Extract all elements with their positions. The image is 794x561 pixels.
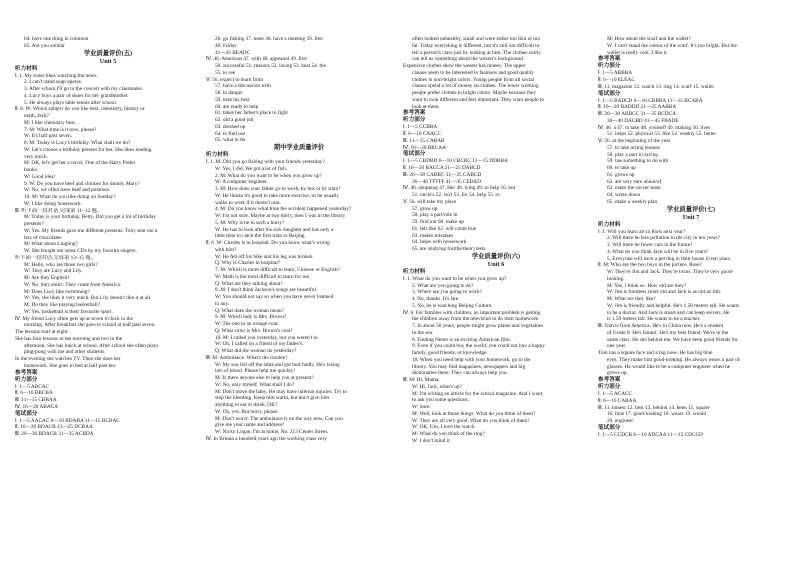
text-line: homework. She goes to bed at half past ten. bbox=[24, 362, 117, 369]
text-line: M: What about Lingling? bbox=[24, 241, 78, 248]
text-line: W: She bought me some CDs by my favorite singers. bbox=[24, 248, 137, 254]
text-line: Ⅱ. 16—20 BACCA 21—25 DABCD bbox=[403, 165, 481, 171]
text-line: W: They are Lucy and Lily. bbox=[24, 268, 83, 275]
section-title: Unit 6 bbox=[487, 260, 505, 268]
text-line: want to look different and feel important. They want people to bbox=[412, 96, 545, 103]
text-line: 9. W: Do you have beef and chicken for dinner, Mary? bbox=[24, 180, 140, 187]
text-line: W: Oh, I called on a friend of my father's. bbox=[215, 341, 304, 348]
text-line: Ⅰ. 1. Will you learn art in Paris next year? bbox=[598, 228, 686, 235]
text-line: 51. helps 52. physical 53. like 54. weekly 55. better bbox=[607, 131, 717, 138]
text-line: Ⅴ. 56. expect to learn from bbox=[206, 76, 264, 83]
text-line: to be a doctor. And Jack is smart and can keep secrets. He bbox=[607, 309, 730, 316]
text-line: Ⅳ. In Britain a hundred years ago the working class very bbox=[206, 435, 327, 442]
text-line: W: He has to look after his sick daughter and has only a bbox=[215, 226, 334, 233]
text-line: Ⅳ. 16—20 BBCAA bbox=[403, 144, 447, 151]
section-title: Unit 5 bbox=[99, 57, 117, 65]
text-line: W: He thinks it's good to take more exercise, so he usually bbox=[215, 192, 340, 199]
text-line: 62. did a good job bbox=[215, 117, 254, 123]
text-line: 50. successful 51. reasons 52. losing 53. beat 54. the bbox=[215, 63, 326, 69]
text-line: 64. to find out bbox=[215, 130, 246, 137]
text-line: M: Are they English? bbox=[24, 275, 70, 281]
text-line: W: Sure. bbox=[412, 404, 431, 410]
text-line: M: How about the scarf and the wallet? bbox=[607, 36, 691, 42]
text-line: W: It's half past seven. bbox=[24, 133, 72, 140]
text-line: 10. M: I called you yesterday, but you weren't in. bbox=[215, 334, 319, 341]
text-line: 36—40 TFTFF 41—45 CEBAD bbox=[412, 178, 481, 185]
text-line: Ⅲ. Tom is from America. He's in China now. He's a student bbox=[598, 323, 724, 329]
text-line: M: Yes, I think so. How old are they? bbox=[607, 282, 687, 289]
text-line: same class. He sits behind me. We have been good friends for bbox=[607, 336, 738, 343]
section-title: 学业质量评价(五) bbox=[83, 49, 133, 57]
text-line: Q: What did the woman do yesterday? bbox=[215, 348, 297, 354]
text-line: give me your name and address? bbox=[215, 422, 285, 429]
text-line: looking. bbox=[607, 275, 625, 282]
text-line: box of chocolates. bbox=[24, 234, 63, 241]
text-line: 59. tries his best bbox=[215, 96, 250, 103]
text-line: 58. in danger bbox=[215, 90, 243, 96]
text-line: W: He fell off his bike and his leg was broken. bbox=[215, 253, 314, 260]
text-line: Ⅲ. M: Ambulance. What's the trouble? bbox=[206, 354, 288, 361]
text-line: Ⅱ. 6—10 CABAA bbox=[598, 397, 637, 404]
text-line: clothes in non-bright colors. Young people from all social bbox=[412, 76, 535, 83]
text-line: anything to eat or drink. OK? bbox=[215, 402, 278, 408]
text-line: 4. M: Do you know what time the accident happened yesterday? bbox=[215, 206, 352, 213]
column-2 bbox=[206, 36, 392, 443]
text-line: Expensive clothes show the wearer has money. The upper bbox=[403, 63, 526, 69]
text-line: 61. grows up bbox=[607, 171, 635, 178]
text-line: 57. to take acting lessons bbox=[607, 144, 661, 151]
text-line: Ⅱ. 16—20 BADDD 21—25 AABBA bbox=[598, 104, 677, 111]
text-line: Ⅴ. 56. will take my place bbox=[403, 198, 457, 205]
text-line: W: Jim is fourteen years old and Jack is as old as Jim. bbox=[607, 289, 722, 296]
text-line: Ⅲ. M: Hi, Mama. bbox=[403, 377, 440, 383]
text-line: 65. make a weekly plan bbox=[607, 198, 658, 205]
text-line: stop the bleeding. Keep him warm, but don't give him bbox=[215, 395, 330, 402]
text-line: She has four lessons in the morning and two in the bbox=[15, 335, 123, 342]
text-line: W: Yes, she likes it very much. But Lily doesn't like it at all. bbox=[24, 295, 152, 302]
text-line: 65. Are you similar bbox=[24, 42, 65, 49]
text-line: 63. dressed up bbox=[215, 123, 246, 130]
text-line: M: Do they like playing basketball? bbox=[24, 302, 101, 308]
text-line: Ⅳ. 16—20 ABACA bbox=[15, 403, 59, 410]
text-line: 3. Where are you going to work? bbox=[412, 289, 482, 296]
text-line: 2. M: What do you want to be when you grow up? bbox=[215, 172, 322, 179]
text-line: Ⅲ. 26—30 BDACB 31—35 ACBDA bbox=[15, 431, 94, 437]
text-line: eyes. They make him good-looking. He always wears a pair of bbox=[607, 356, 740, 363]
section-heading: 笔试部分 bbox=[403, 151, 426, 158]
text-line: presents? bbox=[24, 221, 44, 227]
text-line: Ⅳ. My friend Lucy often gets up at seven o'clock in the bbox=[15, 315, 133, 322]
text-line: W: I'm not sure. Maybe at two thirty, then I was in the library. bbox=[215, 213, 346, 219]
text-line: 4. No, thanks. It's late. bbox=[412, 296, 460, 302]
text-line: 7. M: Which is more difficult to learn, Chinese or English? bbox=[215, 267, 340, 273]
text-line: W: I can't stand the colour of the scarf. It's too bright. But the bbox=[607, 42, 737, 49]
text-line: 5. Everyone will have a pet dog in their house in ten years. bbox=[607, 255, 732, 262]
text-line: M: Hello, who are those two girls? bbox=[24, 261, 98, 268]
text-line: in the sea. bbox=[412, 329, 434, 336]
text-line: 26. go fishing 37. meet 38. have a meeting 39. free bbox=[215, 36, 323, 42]
text-line: Ⅰ. 1. My sister likes watching the news. bbox=[15, 72, 98, 79]
text-line: Ⅰ. 1—5 CBDBD 6—10 CBCBC 11—15 DDBBA bbox=[403, 158, 508, 165]
text-line: very much. bbox=[24, 153, 48, 160]
text-line: morning. After breakfast she goes to school at half past seven. bbox=[24, 322, 156, 329]
text-line: 57. grow up bbox=[412, 205, 438, 212]
text-line: to ask you some questions. bbox=[412, 397, 469, 404]
text-line: W: Yes, basketball is their favourite sport. bbox=[24, 308, 113, 315]
text-line: Ⅰ. 1—5 CCBBA bbox=[403, 124, 438, 131]
section-heading: 参考答案 bbox=[15, 369, 38, 376]
text-line: 5. M: Why is he in such a hurry? bbox=[215, 219, 285, 226]
text-line: 64. wrote down bbox=[607, 192, 641, 198]
text-line: Ⅰ. 1—5 ABBBA bbox=[598, 70, 633, 77]
text-line: In the evening she watches TV. Then she does her bbox=[15, 356, 121, 362]
text-line: W: Let's choose a birthday present for her. She likes reading bbox=[24, 146, 152, 153]
text-line: books. bbox=[24, 167, 38, 173]
text-line: W: I like doing housework. bbox=[24, 200, 82, 207]
text-line: 61. felt like 62. will come true bbox=[412, 225, 477, 232]
section-heading: 听力部分 bbox=[403, 117, 426, 124]
section-heading: 笔试部分 bbox=[598, 424, 621, 431]
text-line: Q: What are they talking about? bbox=[215, 280, 283, 287]
text-line: grows up. bbox=[607, 370, 628, 377]
text-line: M: What do you think of the ring? bbox=[412, 431, 485, 437]
text-line: 64. helps with housework bbox=[412, 239, 467, 246]
text-line: glasses. He would like to be a computer engineer when he bbox=[607, 363, 731, 370]
text-line: tell a person's class just by looking at him. The clothes really bbox=[412, 49, 541, 56]
text-line: M: OK, let's get her a novel, One of the Harry Potter bbox=[24, 160, 136, 167]
text-line: 9. M: Which lady is Mrs. Brown? bbox=[215, 314, 287, 321]
section-heading: 笔试部分 bbox=[15, 410, 38, 417]
text-line: math, Jack? bbox=[24, 113, 50, 119]
text-line: M: I like chemistry best. bbox=[24, 119, 76, 126]
text-line: 36—40 DACBD 41—45 FBADE bbox=[607, 117, 679, 124]
text-line: W: The one in an orange coat. bbox=[215, 321, 279, 327]
text-line: Ⅲ. 听下面一段对话,完成第 11~12 题。 bbox=[15, 207, 103, 214]
text-line: W: Good idea! bbox=[24, 173, 56, 180]
text-line: 41—45 BEADC bbox=[215, 49, 251, 56]
text-line: The lessons start at eight. bbox=[15, 329, 69, 335]
text-line: 听下面一段对话,完成第 13~15 题。 bbox=[15, 254, 96, 261]
text-line: M: Today is your birthday, Betty. Did you get a lot of birthday bbox=[24, 214, 156, 221]
text-line: Ⅲ. 11—15 CBBAA bbox=[15, 397, 57, 403]
text-line: M: Don't worry. The ambulance is on the way now. Can you bbox=[215, 415, 343, 422]
text-line: W: Oh, yes. But hurry, please. bbox=[215, 408, 279, 415]
text-line: W: Nicky Logan. I'm at home, No. 213 Center Street. bbox=[215, 429, 329, 435]
text-line: 2. What are you going to do? bbox=[412, 282, 474, 289]
text-line: 8. Finding Nemo is an exciting American film. bbox=[412, 336, 512, 343]
text-line: W: My son fell off the table and got hurt badly. He's losing bbox=[215, 361, 340, 368]
section-title: 期中学业质量评价 bbox=[273, 144, 325, 151]
text-line: 3. After school,I'll go to the concert with my classmates. bbox=[24, 86, 144, 92]
text-line: 63. make the soccer team bbox=[607, 185, 661, 192]
text-line: 5. He always plays table tennis after school. bbox=[24, 99, 118, 106]
text-line: Q: What does the woman mean? bbox=[215, 307, 284, 314]
text-line: M: Don't move the baby. He may have internal injuries. Try to bbox=[215, 388, 347, 395]
text-line: Ⅱ. 6. W: Charles is in hospital. Do you know what's wrong bbox=[206, 240, 330, 246]
text-line: Ⅲ. 26—30 CABBC 31—35 CABCD bbox=[403, 171, 482, 178]
text-line: of Grade 8. He's honest. He's my best friend. We're in the bbox=[607, 329, 729, 336]
text-line: Ⅲ. 11—15 CABAB bbox=[403, 137, 445, 144]
section-heading: 听力材料 bbox=[15, 65, 38, 72]
text-line: little time to catch the first train to Beijing. bbox=[215, 233, 306, 240]
text-line: Tom has a square face and a big nose. He has big blue bbox=[598, 350, 713, 356]
section-heading: 听力材料 bbox=[206, 152, 229, 158]
section-heading: 笔试部分 bbox=[598, 90, 621, 97]
text-line: W: No, they aren't. They come from America. bbox=[24, 281, 122, 288]
text-line: Ⅱ. 6—10 CAACC bbox=[403, 131, 442, 137]
text-line: 20. engineer bbox=[607, 418, 634, 424]
text-line: 4. Lucy buys a pair of shoes for her grandmother. bbox=[24, 92, 129, 99]
text-line: M: I'm writing an article for the school magazine. And I want bbox=[412, 390, 543, 397]
text-line: 8. M: Today is Lucy's birthday. What shall we do? bbox=[24, 140, 131, 146]
text-line: Ⅴ. 56. at the beginning of the year bbox=[598, 138, 671, 144]
section-heading: 听力部分 bbox=[15, 376, 38, 383]
section-title: 学业质量评价(六) bbox=[471, 252, 521, 260]
text-line: 62. am very sure about/of bbox=[607, 178, 662, 185]
text-line: Ⅱ. 6—10 BBCBA bbox=[15, 390, 53, 397]
section-title: 学业质量评价(七) bbox=[666, 205, 716, 213]
text-line: people prefer clothes in bright colors. Maybe because they bbox=[412, 90, 536, 96]
text-line: Ⅳ. 46. American 47. with 48. appeared 49. first bbox=[206, 56, 307, 63]
text-line: 3. M: How does your father go to work, by bus or by train? bbox=[215, 186, 341, 192]
text-line: M: Is there anyone else to help you at present? bbox=[215, 375, 314, 381]
text-line: 2. Will there be less pollution in the city in ten years? bbox=[607, 235, 720, 242]
text-line: family, good friends, or knowledge. bbox=[412, 350, 488, 356]
text-line: W: No, only myself. What shall I do? bbox=[215, 381, 295, 388]
text-line: 10. When you need help with your homework, go to the bbox=[412, 356, 531, 363]
text-line: often looked unhealthy, small and were either too thin or too bbox=[412, 36, 541, 42]
text-line: M: Well, look at those things. What do you think of them? bbox=[412, 410, 536, 417]
column-3 bbox=[403, 36, 589, 445]
text-line: 59. find out 60. make up bbox=[412, 219, 464, 225]
text-line: W: Math is the most difficult to learn for me. bbox=[215, 273, 311, 280]
text-line: 63. makes mistakes bbox=[412, 232, 454, 239]
section-heading: 参考答案 bbox=[598, 377, 621, 383]
text-line: 59. has something to do with bbox=[607, 158, 669, 165]
column-4 bbox=[598, 36, 784, 439]
text-line: classes seem to be interested in fashions and good quality bbox=[412, 69, 534, 76]
text-line: Ⅱ. 6—10 ELEAC bbox=[598, 77, 635, 83]
text-line: 8. M: I don't think Jackson's songs are beautiful. bbox=[215, 287, 318, 294]
text-line: M: Does Lucy like swimming? bbox=[24, 288, 90, 295]
text-line: Ⅲ. 11. honest 12. best 13. behind 14. been 15. square bbox=[598, 404, 710, 411]
text-line: lots of blood. Please help me quickly! bbox=[215, 368, 296, 375]
text-line: Ⅰ. 1—5 CCDCB 6—10 ADCAA 11—15 CDCCD bbox=[598, 431, 703, 438]
text-line: with him? bbox=[215, 246, 237, 253]
section-heading: 参考答案 bbox=[598, 56, 621, 63]
text-line: 57. have a discussion with bbox=[215, 83, 271, 90]
text-line: 16. blue 17. good-looking 18. wears 19. would bbox=[607, 411, 707, 418]
text-line: ping-pong with me and other students. bbox=[24, 349, 106, 356]
text-line: W: A computer engineer. bbox=[215, 179, 268, 186]
text-line: W: Yes, I did. We got a lot of fish. bbox=[215, 165, 288, 172]
text-line: Ⅲ. 11. magazine 12. watch 13. ring 14. scarf 15. wallet bbox=[598, 83, 714, 90]
section-heading: 听力材料 bbox=[403, 268, 426, 275]
text-line: 58. play a part/role in bbox=[412, 212, 458, 219]
text-line: Ⅰ. 1—5 ABCAC bbox=[15, 383, 50, 390]
text-line: Q: What color is Mrs. Brown's coat? bbox=[215, 327, 293, 334]
text-line: classes spend a lot of money on clothes. The lower working bbox=[412, 83, 539, 90]
text-line: Ⅰ. 1—5 AACAC 6—10 BDABA 11—15 BCBAC bbox=[15, 417, 120, 424]
text-line: 40. Friday bbox=[215, 42, 237, 49]
text-line: is 1.59 meters tall. He wants to be a teacher. bbox=[607, 316, 701, 323]
text-line: Ⅱ. M: Who are the two boys in the picture, Rose? bbox=[598, 262, 703, 269]
text-line: Ⅱ. 16—20 BDACB 21—25 DCBAA bbox=[15, 424, 93, 431]
section-heading: 听力部分 bbox=[598, 63, 621, 70]
text-line: look at them. bbox=[412, 103, 440, 110]
section-heading: 听力部分 bbox=[598, 384, 621, 390]
text-line: Ⅳ. 46. a 47. to take 48. yourself 49. making 50. lives bbox=[598, 124, 711, 131]
text-line: W: OK. Um, I love the watch. bbox=[412, 424, 476, 431]
text-line: Ⅲ. 26—30 ABBCC 31—35 BCDCA bbox=[598, 111, 676, 117]
text-line: 5. No, he is watching Beijing Culture. bbox=[412, 302, 493, 309]
text-line: Ⅰ. 1. M: Did you go fishing with your friends yesterday? bbox=[206, 159, 325, 165]
text-line: 2. I can't stand soap operas. bbox=[24, 79, 83, 86]
text-line: 55. to see bbox=[215, 69, 236, 76]
text-line: Ⅰ. 1. What do you want to be when you grow up? bbox=[403, 275, 507, 282]
text-line: 65. are studying for(the/their) tests bbox=[412, 246, 486, 252]
text-line: can tell us something about the wearer's background. bbox=[412, 56, 525, 63]
section-heading: 听力材料 bbox=[598, 221, 621, 228]
text-line: dictionaries there. They can always help you. bbox=[412, 370, 508, 377]
text-line: one year. bbox=[607, 343, 627, 350]
text-line: 64. have one thing in common bbox=[24, 36, 89, 42]
text-line: library. You may find magazines, newspapers and big bbox=[412, 363, 526, 370]
text-line: 61. takes her father's place to fight bbox=[215, 110, 288, 117]
text-line: 7. M: What time is it now, please? bbox=[24, 126, 97, 133]
text-line: Ⅳ. 6. For families with children, an important problem is getting bbox=[403, 309, 541, 316]
text-line: W: Hi, Jack, what's up? bbox=[412, 383, 462, 390]
text-line: 10. M: What do you like doing on Sunday? bbox=[24, 194, 116, 200]
text-line: W: Yes. My friends gave me different presents. Tony sent me a bbox=[24, 227, 158, 234]
text-line: 4. What do you think Jack will be in five years? bbox=[607, 248, 709, 255]
text-line: 7. In about 50 years, people might grow plants and vegetables bbox=[412, 323, 544, 329]
section-heading: 参考答案 bbox=[403, 110, 426, 117]
text-line: 60. are ready to help bbox=[215, 103, 259, 110]
text-line: 3. Will there be fewer cars in the future? bbox=[607, 242, 693, 248]
text-line: wallet is really cool, I like it. bbox=[607, 49, 668, 56]
text-line: W: Jim is friendly and helpful. He's 1.58 meters tall. He wants bbox=[607, 302, 739, 309]
text-line: 9. Even if you could buy the world, you could not buy a happy bbox=[412, 343, 545, 350]
text-line: Ⅰ. 1—5 BADCB 6—10 CBBBA 11—15 BCABA bbox=[598, 97, 703, 104]
text-line: afternoon. She has lunch at school. After school she often plays bbox=[24, 342, 159, 349]
text-line: walks to work if it doesn't rain. bbox=[215, 199, 281, 206]
text-line: Ⅳ. 46. shopping 47. Her 48. lying 49. to help 50. but bbox=[403, 185, 516, 192]
text-line: Ⅱ. 6. W: Which subject do you like best, chemistry, history or bbox=[15, 106, 145, 113]
column-1 bbox=[15, 36, 201, 438]
text-line: Q: Why is Charles in hospital? bbox=[215, 260, 281, 267]
text-line: W: No, we often have beef and potatoes. bbox=[24, 187, 111, 194]
text-line: W: You should not say so when you have never listened bbox=[215, 294, 334, 300]
text-line: 58. play a part in saving bbox=[607, 151, 658, 158]
text-line: 51. uncle's 52. isn't 53. for 54. help 55. to bbox=[412, 192, 500, 198]
text-line: M: What are they like? bbox=[607, 296, 656, 302]
text-line: 60. to take up bbox=[607, 165, 636, 171]
section-title: Unit 7 bbox=[682, 213, 700, 221]
text-line: Ⅰ. 1—5 ACACC bbox=[598, 391, 633, 397]
text-line: W: They're Jim and Jack. They're twins. They're very good- bbox=[607, 269, 734, 275]
text-line: W: They are all very good. What do you think of them? bbox=[412, 417, 530, 424]
text-line: fat. Today everything is different, but it's still not difficult to bbox=[412, 42, 540, 49]
text-line: the children away from the television to do their homework. bbox=[412, 316, 540, 323]
text-line: 65. what to do bbox=[215, 137, 246, 144]
text-line: to any. bbox=[215, 300, 230, 307]
text-line: W: I don't mind it. bbox=[412, 437, 451, 444]
